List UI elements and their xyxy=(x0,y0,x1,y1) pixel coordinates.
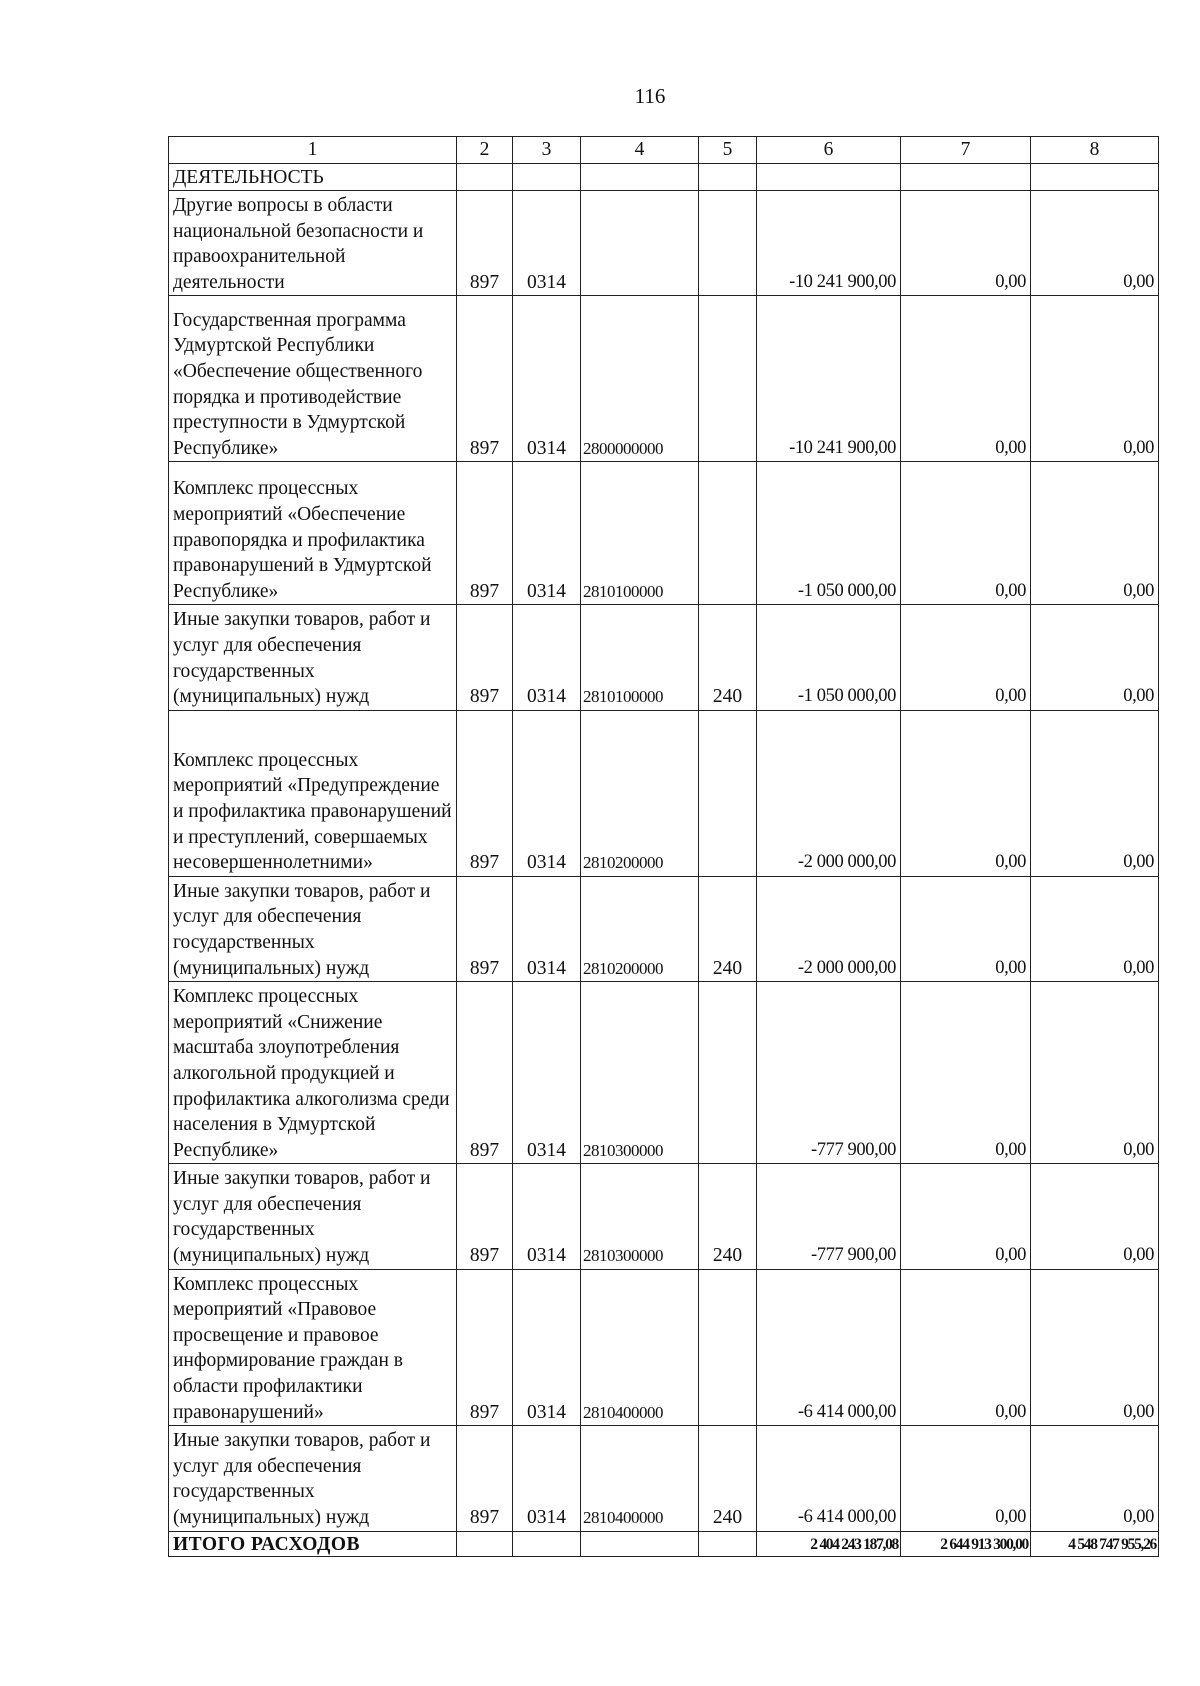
row-code-3: 0314 xyxy=(513,1426,581,1531)
row-code-3: 0314 xyxy=(513,1269,581,1426)
row-amount-8: 0,00 xyxy=(1031,876,1159,981)
row-code-2: 897 xyxy=(457,710,513,876)
row-code-2: 897 xyxy=(457,1164,513,1269)
row-code-5 xyxy=(699,296,757,462)
column-header: 8 xyxy=(1031,137,1159,164)
row-code-5: 240 xyxy=(699,876,757,981)
row-amount-6: -777 900,00 xyxy=(757,982,901,1164)
column-number-row xyxy=(169,137,1159,164)
table-row xyxy=(169,1164,1159,1269)
row-amount-7: 0,00 xyxy=(901,1426,1031,1531)
row-code-2: 897 xyxy=(457,191,513,296)
row-name: Иные закупки товаров, работ и услуг для обеспечения государственных (муниципальных) нужд xyxy=(169,1164,457,1269)
row-code-3: 0314 xyxy=(513,191,581,296)
row-code-5: 240 xyxy=(699,605,757,710)
row-name: Комплекс процессных мероприятий «Правовое просвещение и правовое информирование граждан в области профилактики правонарушений» xyxy=(169,1269,457,1426)
row-code-4 xyxy=(581,191,699,296)
row-amount-6: -10 241 900,00 xyxy=(757,296,901,462)
row-name: Государственная программа Удмуртской Республики «Обеспечение общественного порядка и противодействие преступности в Удмуртской Республике» xyxy=(169,296,457,462)
row-code-5: 240 xyxy=(699,1164,757,1269)
row-code-3: 0314 xyxy=(513,876,581,981)
total-amount-8: 4 548 747 955,26 xyxy=(1031,1531,1159,1556)
row-code-4: 2810200000 xyxy=(581,710,699,876)
table-row xyxy=(169,296,1159,462)
budget-table xyxy=(168,136,1159,1557)
column-header: 5 xyxy=(699,137,757,164)
row-name: Иные закупки товаров, работ и услуг для обеспечения государственных (муниципальных) нужд xyxy=(169,605,457,710)
row-amount-8: 0,00 xyxy=(1031,710,1159,876)
total-label: ИТОГО РАСХОДОВ xyxy=(169,1531,457,1556)
row-code-2: 897 xyxy=(457,876,513,981)
row-code-4: 2810200000 xyxy=(581,876,699,981)
row-code-4: 2810300000 xyxy=(581,982,699,1164)
row-code-3: 0314 xyxy=(513,296,581,462)
row-amount-7: 0,00 xyxy=(901,982,1031,1164)
row-amount-6: -6 414 000,00 xyxy=(757,1269,901,1426)
row-code-3: 0314 xyxy=(513,982,581,1164)
column-header: 6 xyxy=(757,137,901,164)
empty-cell xyxy=(699,1531,757,1556)
section-label: ДЕЯТЕЛЬНОСТЬ xyxy=(169,164,457,191)
row-amount-6: -10 241 900,00 xyxy=(757,191,901,296)
row-code-3: 0314 xyxy=(513,605,581,710)
row-code-5 xyxy=(699,462,757,605)
row-amount-8: 0,00 xyxy=(1031,1269,1159,1426)
row-code-4: 2810300000 xyxy=(581,1164,699,1269)
row-amount-6: -1 050 000,00 xyxy=(757,605,901,710)
row-code-5 xyxy=(699,982,757,1164)
table-row xyxy=(169,605,1159,710)
row-amount-7: 0,00 xyxy=(901,605,1031,710)
empty-cell xyxy=(581,1531,699,1556)
row-amount-7: 0,00 xyxy=(901,1269,1031,1426)
page-number: 116 xyxy=(634,84,666,108)
row-amount-8: 0,00 xyxy=(1031,296,1159,462)
row-code-2: 897 xyxy=(457,462,513,605)
table-row xyxy=(169,1426,1159,1531)
total-amount-6: 2 404 243 187,08 xyxy=(757,1531,901,1556)
row-code-4: 2810400000 xyxy=(581,1269,699,1426)
row-amount-8: 0,00 xyxy=(1031,605,1159,710)
row-code-4: 2800000000 xyxy=(581,296,699,462)
table-row xyxy=(169,710,1159,876)
row-name: Комплекс процессных мероприятий «Снижение масштаба злоупотребления алкогольной продукцией и профилактика алкоголизма среди населения в Удмуртской Республике» xyxy=(169,982,457,1164)
row-amount-7: 0,00 xyxy=(901,710,1031,876)
row-amount-7: 0,00 xyxy=(901,191,1031,296)
table-row xyxy=(169,1269,1159,1426)
row-code-5: 240 xyxy=(699,1426,757,1531)
row-name: Комплекс процессных мероприятий «Предупреждение и профилактика правонарушений и преступлений, совершаемых несовершеннолетними» xyxy=(169,710,457,876)
empty-cell xyxy=(513,1531,581,1556)
row-amount-6: -777 900,00 xyxy=(757,1164,901,1269)
row-amount-8: 0,00 xyxy=(1031,462,1159,605)
column-header: 3 xyxy=(513,137,581,164)
row-amount-8: 0,00 xyxy=(1031,1426,1159,1531)
row-code-4: 2810100000 xyxy=(581,605,699,710)
row-amount-8: 0,00 xyxy=(1031,1164,1159,1269)
row-code-2: 897 xyxy=(457,296,513,462)
row-amount-8: 0,00 xyxy=(1031,982,1159,1164)
column-header: 2 xyxy=(457,137,513,164)
row-name: Комплекс процессных мероприятий «Обеспечение правопорядка и профилактика правонарушений в Удмуртской Республике» xyxy=(169,462,457,605)
row-code-5 xyxy=(699,1269,757,1426)
row-amount-6: -6 414 000,00 xyxy=(757,1426,901,1531)
total-amount-7: 2 644 913 300,00 xyxy=(901,1531,1031,1556)
table-row xyxy=(169,876,1159,981)
row-amount-6: -2 000 000,00 xyxy=(757,876,901,981)
row-amount-7: 0,00 xyxy=(901,1164,1031,1269)
row-amount-6: -1 050 000,00 xyxy=(757,462,901,605)
total-row xyxy=(169,1531,1159,1556)
row-amount-6: -2 000 000,00 xyxy=(757,710,901,876)
empty-cell xyxy=(457,1531,513,1556)
section-row xyxy=(169,164,1159,191)
row-code-2: 897 xyxy=(457,1269,513,1426)
row-code-5 xyxy=(699,710,757,876)
row-code-3: 0314 xyxy=(513,462,581,605)
row-code-4: 2810400000 xyxy=(581,1426,699,1531)
table-row xyxy=(169,982,1159,1164)
row-code-5 xyxy=(699,191,757,296)
column-header: 1 xyxy=(169,137,457,164)
row-name: Иные закупки товаров, работ и услуг для обеспечения государственных (муниципальных) нужд xyxy=(169,1426,457,1531)
row-amount-7: 0,00 xyxy=(901,296,1031,462)
table-row xyxy=(169,462,1159,605)
row-amount-7: 0,00 xyxy=(901,876,1031,981)
row-code-2: 897 xyxy=(457,1426,513,1531)
column-header: 7 xyxy=(901,137,1031,164)
row-code-3: 0314 xyxy=(513,1164,581,1269)
row-code-2: 897 xyxy=(457,982,513,1164)
row-amount-8: 0,00 xyxy=(1031,191,1159,296)
row-code-3: 0314 xyxy=(513,710,581,876)
row-code-2: 897 xyxy=(457,605,513,710)
row-name: Другие вопросы в области национальной безопасности и правоохранительной деятельности xyxy=(169,191,457,296)
row-name: Иные закупки товаров, работ и услуг для обеспечения государственных (муниципальных) нужд xyxy=(169,876,457,981)
row-code-4: 2810100000 xyxy=(581,462,699,605)
row-amount-7: 0,00 xyxy=(901,462,1031,605)
column-header: 4 xyxy=(581,137,699,164)
table-row xyxy=(169,191,1159,296)
